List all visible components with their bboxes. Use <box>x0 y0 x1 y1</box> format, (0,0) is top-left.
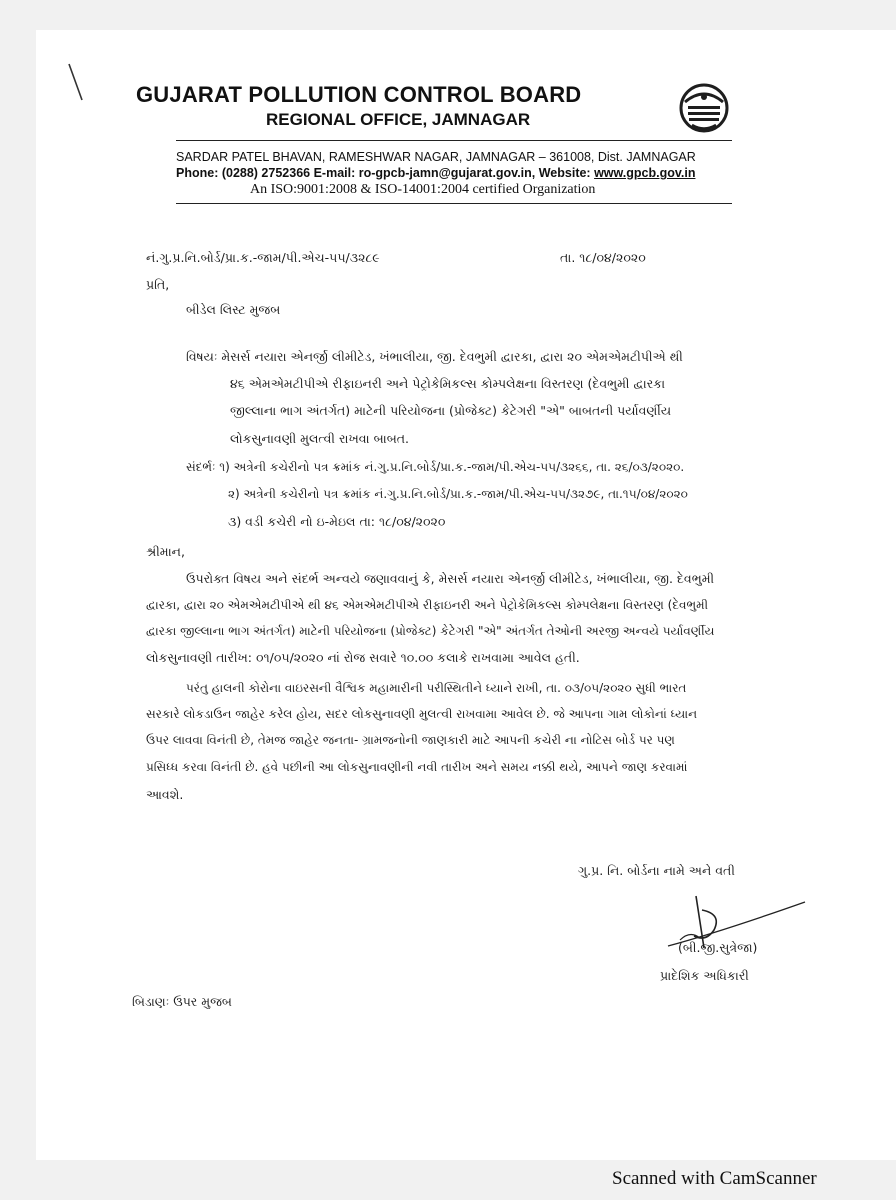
header-rule-top <box>176 140 732 141</box>
paragraph-line: સરકારે લોકડાઉન જાહેર કરેલ હોય, સદર લોકસુનાવણી મુલત્વી રાખવામા આવેલ છે. જે આપના ગામ લોકોનાં ધ્યાન <box>146 707 698 721</box>
subject-line: લોકસુનાવણી મુલત્વી રાખવા બાબત. <box>230 431 409 446</box>
paragraph-line: આવશે. <box>146 787 184 802</box>
addressee: બીડેલ લિસ્ટ મુજબ <box>186 302 281 317</box>
paragraph-line: લોકસુનાવણી તારીખ: ૦૧/૦૫/૨૦૨૦ નાં રોજ સવારે ૧૦.૦૦ કલાકે રાખવામા આવેલ હતી. <box>146 650 580 665</box>
office-name: REGIONAL OFFICE, JAMNAGAR <box>266 110 531 129</box>
paragraph-line: પ્રસિધ્ધ કરવા વિનંતી છે. હવે પછીની આ લોકસુનાવણીની નવી તારીખ અને સમય નક્કી થયે, આપને જાણ કરવામાં <box>146 760 688 774</box>
scanner-watermark: Scanned with CamScanner <box>612 1168 817 1189</box>
reference-item: ૩) વડી કચેરી નો ઇ-મેઇલ તા: ૧૮/૦૪/૨૦૨૦ <box>228 514 446 529</box>
org-name: GUJARAT POLLUTION CONTROL BOARD <box>136 82 582 107</box>
subject-line: ૪૬ એમએમટીપીએ રીફાઇનરી અને પેટ્રોકેમિકલ્સ કોમ્પલેક્ષના વિસ્તરણ (દેવભુમી દ્વારકા <box>230 376 666 391</box>
reference-number: નં.ગુ.પ્ર.નિ.બોર્ડ/પ્રા.ક.-જામ/પી.એચ-૫૫/૩૨૮૯ <box>146 250 380 265</box>
office-address: SARDAR PATEL BHAVAN, RAMESHWAR NAGAR, JAMNAGAR – 361008, Dist. JAMNAGAR <box>176 150 696 164</box>
paragraph-line: ઉપર લાવવા વિનંતી છે, તેમજ જાહેર જનતા- ગ્રામજનોની જાણકારી માટે આપની કચેરી ના નોટિસ બોર્ડ પર પણ <box>146 733 675 747</box>
paragraph-line: દ્વારકા, દ્વારા ૨૦ એમએમટીપીએ થી ૪૬ એમએમટીપીએ રીફાઇનરી અને પેટ્રોકેમિકલ્સ કોમ્પલેક્ષના વિસ્તરણ (દેવભુમી <box>146 598 709 612</box>
signatory-name: (બી.જી.સુત્રેજા) <box>678 940 758 955</box>
subject-line: જીલ્લાના ભાગ અંતર્ગત) માટેની પરિયોજના (પ્રોજેક્ટ) કેટેગરી "એ" બાબતની પર્યાવર્ણીય <box>230 403 672 418</box>
website-link[interactable]: www.gpcb.gov.in <box>594 166 696 180</box>
letter-date: તા. ૧૮/૦૪/૨૦૨૦ <box>560 250 646 265</box>
iso-certification: An ISO:9001:2008 & ISO-14001:2004 certified Organization <box>250 182 596 197</box>
signatory-designation: પ્રાદેશિક અધિકારી <box>660 968 749 983</box>
salutation: શ્રીમાન, <box>146 544 185 559</box>
contact-text: Phone: (0288) 2752366 E-mail: ro-gpcb-jamn@gujarat.gov.in, Website: <box>176 166 595 180</box>
office-contact <box>176 166 695 180</box>
reference-item: સંદર્ભઃ ૧) અત્રેની કચેરીનો પત્ર ક્રમાંક નં.ગુ.પ્ર.નિ.બોર્ડ/પ્રા.ક.-જામ/પી.એચ-૫૫/૩૨૬૬, તા. ૨૬/૦૩/૨૦૨૦. <box>186 460 685 474</box>
paragraph-line: ઉપરોક્ત વિષય અને સંદર્ભ અન્વયે જણાવવાનું કે, મેસર્સ નયારા એનર્જી લીમીટેડ, ખંભાલીયા, જી. દેવભુમી <box>186 571 715 586</box>
paragraph-line: દ્વારકા જીલ્લાના ભાગ અંતર્ગત) માટેની પરિયોજના (પ્રોજેક્ટ) કેટેગરી "એ" અંતર્ગત તેઓની અરજી અન્વયે પર્યાવર્ણીય <box>146 624 715 638</box>
pen-tick-mark <box>66 62 86 104</box>
letter-page <box>36 30 896 1160</box>
enclosure-line: બિડાણઃ ઉપર મુજબ <box>132 994 232 1009</box>
on-behalf-line: ગુ.પ્ર. નિ. બોર્ડના નામે અને વતી <box>578 863 735 878</box>
gpcb-logo-icon <box>678 80 730 136</box>
reference-item: ૨) અત્રેની કચેરીનો પત્ર ક્રમાંક નં.ગુ.પ્ર.નિ.બોર્ડ/પ્રા.ક.-જામ/પી.એચ-૫૫/૩૨૭૯, તા.૧૫/૦૪/૨૦૨૦ <box>228 487 688 501</box>
header-rule-bottom <box>176 203 732 204</box>
paragraph-line: પરંતુ હાલની કોરોના વાઇરસની વૈશ્વિક મહામારીની પરીસ્થિતીને ધ્યાને રાખી, તા. ૦૩/૦૫/૨૦૨૦ સુધી ભારત <box>186 681 687 695</box>
subject-line: વિષયઃ મેસર્સ નયારા એનર્જી લીમીટેડ, ખંભાલીયા, જી. દેવભુમી દ્વારકા, દ્વારા ૨૦ એમએમટીપીએ થી <box>186 349 683 364</box>
to-label: પ્રતિ, <box>146 277 170 292</box>
